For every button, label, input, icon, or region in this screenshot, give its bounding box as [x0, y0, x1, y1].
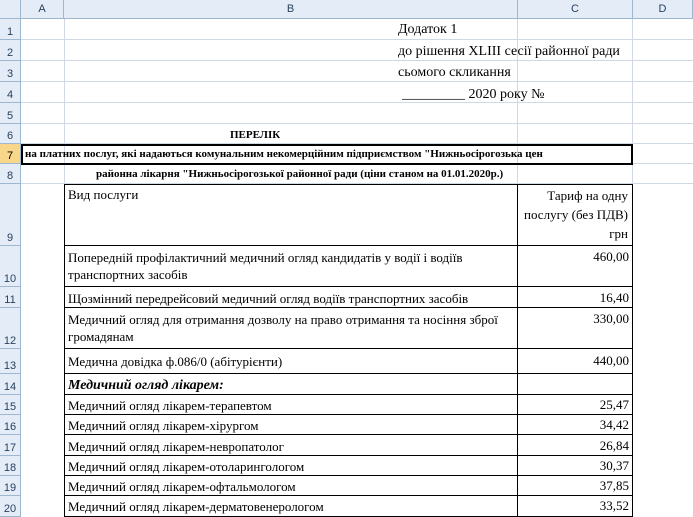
table-row-service[interactable]: Медична довідка ф.086/0 (абітурієнти)	[68, 354, 283, 369]
table-row-tariff[interactable]: 25,47	[599, 397, 629, 412]
divider	[64, 348, 633, 349]
row-header[interactable]: 16	[0, 415, 21, 435]
doctor-exam-section-label[interactable]: Медичний огляд лікарем:	[68, 378, 224, 393]
row-header[interactable]: 12	[0, 308, 21, 349]
table-row-tariff[interactable]: 440,00	[593, 353, 629, 368]
column-header-a[interactable]: A	[21, 0, 64, 19]
list-title[interactable]: ПЕРЕЛІК	[230, 129, 281, 141]
table-row-tariff[interactable]: 34,42	[599, 417, 629, 432]
divider	[64, 495, 633, 496]
divider	[64, 286, 633, 287]
column-header-d[interactable]: D	[633, 0, 693, 19]
table-row-service[interactable]: Медичний огляд лікарем-дерматовенерологом	[68, 499, 324, 514]
row-header[interactable]: 18	[0, 456, 21, 476]
table-row-service[interactable]: Медичний огляд лікарем-невропатолог	[68, 439, 284, 454]
appendix-label[interactable]: Додаток 1	[398, 22, 458, 37]
table-row-tariff[interactable]: 16,40	[599, 290, 629, 305]
grid-row	[21, 103, 693, 124]
table-row-service[interactable]: Попередній профілактичний медичний огляд кандидатів у водії і водіїв транспортних засобів	[68, 250, 463, 282]
row-header[interactable]: 20	[0, 496, 21, 517]
row-header[interactable]: 13	[0, 349, 21, 374]
select-all-corner[interactable]	[0, 0, 21, 19]
table-row-tariff[interactable]: 330,00	[593, 311, 629, 326]
row-header[interactable]: 15	[0, 395, 21, 415]
divider	[64, 394, 633, 395]
tariff-column-header[interactable]: Тариф на одну послугу (без ПДВ) грн	[524, 188, 628, 241]
table-row-service[interactable]: Медичний огляд для отримання дозволу на право отримання та носіння зброї громадянам	[68, 312, 498, 344]
convocation-label[interactable]: сьомого скликання	[398, 65, 511, 80]
service-column-header[interactable]: Вид послуги	[68, 187, 139, 202]
table-row-service[interactable]: Медичний огляд лікарем-офтальмологом	[68, 479, 296, 494]
row-header[interactable]: 14	[0, 374, 21, 395]
row-header[interactable]: 6	[0, 124, 21, 144]
row-header[interactable]: 5	[0, 103, 21, 124]
table-row-service[interactable]: Медичний огляд лікарем-терапевтом	[68, 398, 272, 413]
selected-title-cell[interactable]: на платних послуг, які надаються комунальним некомерційним підприємством "Нижньосірогозька цен	[21, 144, 633, 165]
table-row-tariff[interactable]: 460,00	[593, 249, 629, 264]
grid-row	[21, 124, 693, 144]
table-row-service[interactable]: Щозмінний передрейсовий медичний огляд водіїв транспортних засобів	[68, 291, 469, 306]
column-header-b[interactable]: B	[64, 0, 518, 19]
table-row-service[interactable]: Медичний огляд лікарем-хірургом	[68, 418, 259, 433]
divider	[64, 245, 633, 246]
table-row-tariff[interactable]: 30,37	[599, 458, 629, 473]
divider	[64, 414, 633, 415]
row-header[interactable]: 2	[0, 40, 21, 61]
row-header[interactable]: 1	[0, 19, 21, 40]
row-header[interactable]: 19	[0, 476, 21, 496]
row-header-selected[interactable]: 7	[0, 144, 21, 164]
divider	[64, 434, 633, 435]
decision-label[interactable]: до рішення XLIII сесії районної ради	[398, 44, 620, 59]
row-header[interactable]: 17	[0, 435, 21, 456]
divider	[64, 475, 633, 476]
table-row-tariff[interactable]: 33,52	[599, 498, 629, 513]
row-header[interactable]: 10	[0, 246, 21, 287]
table-row-service[interactable]: Медичний огляд лікарем-отоларингологом	[68, 459, 305, 474]
row-header[interactable]: 9	[0, 184, 21, 246]
divider	[64, 307, 633, 308]
row-header[interactable]: 4	[0, 82, 21, 103]
divider	[64, 373, 633, 374]
date-label[interactable]: _________ 2020 року №	[402, 87, 545, 102]
row-header[interactable]: 8	[0, 164, 21, 184]
table-row-tariff[interactable]: 26,84	[599, 438, 629, 453]
row-header[interactable]: 3	[0, 61, 21, 82]
subtitle[interactable]: районна лікарня "Нижньосірогозької районної ради (ціни станом на 01.01.2020р.)	[96, 168, 504, 180]
row-header[interactable]: 11	[0, 287, 21, 308]
divider	[64, 455, 633, 456]
column-header-c[interactable]: C	[518, 0, 633, 19]
table-row-tariff[interactable]: 37,85	[599, 478, 629, 493]
